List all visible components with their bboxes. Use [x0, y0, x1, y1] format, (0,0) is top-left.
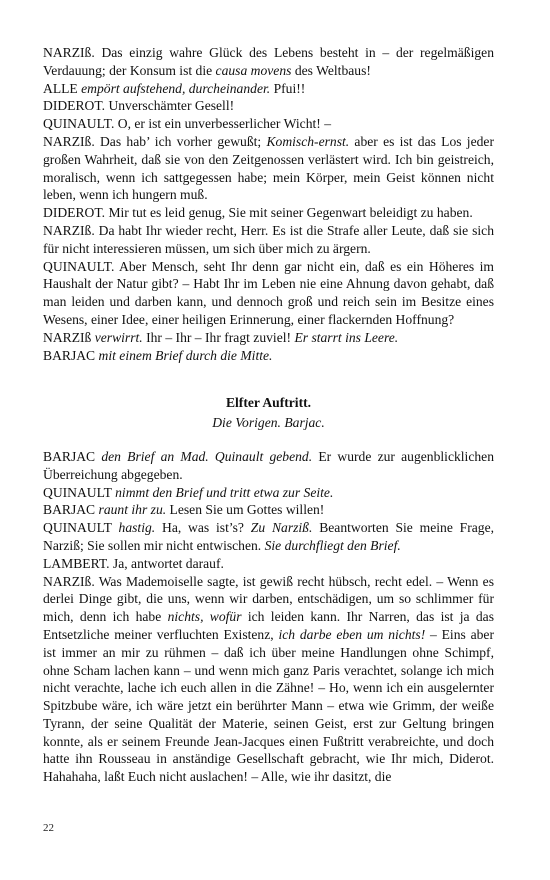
paragraph-text: NARZIß. Was Mademoiselle sagte, ist gewiß recht hübsch, recht edel. – Wenn es derlei Dinge gibt, die uns, wenn wir darben, entschädigen, um so schlimmer für mich, denn ich habe	[43, 573, 494, 625]
dialogue-paragraph	[43, 204, 494, 222]
stage-direction: causa movens	[215, 62, 292, 78]
dialogue-paragraph	[43, 484, 494, 502]
paragraph-text: Ha, was ist’s?	[155, 520, 251, 536]
paragraph-text: QUINAULT	[43, 520, 119, 536]
page-number: 22	[43, 822, 54, 834]
paragraph-text: QUINAULT. Aber Mensch, seht Ihr denn gar nicht ein, daß es ein Höheres im Haushalt der Natur gibt? – Habt Ihr im Leben nie eine Ahnung davon gehabt, daß man leiden und darben kann, und dennoch groß und reich sein im Besitze eines Wesens, einer Idee, einer heiligen Erinnerung, einer flackernden Hoffnung?	[43, 258, 494, 327]
dialogue-paragraph	[43, 80, 494, 98]
dialogue-paragraph	[43, 222, 494, 258]
stage-direction: hastig.	[118, 520, 156, 536]
paragraph-text: ich leiden kann. Ihr Narren, das ist ja das Entsetzliche meiner verfluchten Existenz,	[43, 609, 495, 642]
scene-heading	[43, 394, 494, 412]
paragraph-text: BARJAC	[43, 502, 99, 518]
dialogue-paragraph	[43, 115, 494, 133]
stage-direction: Die Vorigen. Barjac.	[212, 415, 325, 431]
paragraph-text: – Eins aber ist immer an mir zu rühmen – daß ich über meine Handlungen ohne Schimpf, ohne Scham lachen kann – und wenn mich ganz Paris verachtet, solange ich mich nicht verachte, lache ich euch allen in die Zähne! – Ho, wenn ich ein ausgelernter Spitzbube wäre, ich wäre jetzt ein berührter Mann – etwa wie Grimm, der weiße Tyrann, der seine Qualität der Materie, seinen Geist, erst zur Geltung bringen konnte, als er seinem Freunde Jean-Jacques einen Fußtritt verabreichte, und doch hatte ihn Rousseau in anständige Gesellschaft gebracht, wie Ihr mich, Diderot. Hahahaha, laßt Euch nicht auslachen! – Alle, wie ihr dasitzt, die	[43, 626, 494, 785]
paragraph-text: Lesen Sie um Gottes willen!	[166, 502, 325, 518]
paragraph-text: ALLE	[43, 80, 82, 96]
stage-direction: Komisch-ernst.	[266, 133, 350, 149]
dialogue-paragraph	[43, 97, 494, 115]
paragraph-text: Er wurde zur augenblicklichen Überreichung abgegeben.	[43, 448, 494, 482]
paragraph-text: DIDEROT. Unverschämter Gesell!	[43, 98, 235, 114]
paragraph-text: NARZIß. Das einzig wahre Glück des Lebens besteht in – der regelmäßigen Verdauung; der Konsum ist die	[43, 45, 494, 78]
paragraph-text: BARJAC	[43, 448, 102, 464]
dialogue-paragraph	[43, 555, 494, 573]
stage-direction: Sie durchfliegt den Brief.	[264, 537, 401, 553]
stage-direction: den Brief an Mad. Quinault gebend.	[101, 448, 313, 464]
stage-direction: Er starrt ins Leere.	[294, 329, 399, 345]
dialogue-paragraph	[43, 519, 494, 555]
paragraph-text: Ihr – Ihr – Ihr fragt zuviel!	[142, 329, 295, 345]
stage-direction: nichts, wofür	[167, 609, 242, 625]
paragraph-text: Pfui!!	[270, 80, 306, 96]
paragraph-text: aber es ist das Los jeder großen Wahrheit, daß sie von den Zeitgenossen verlästert wird. Ich bin geistreich, moralisch, wenn ich sattgegessen habe; mein Körper, mein Geist können nicht leben, wenn ich hungern muß.	[43, 133, 494, 203]
stage-direction: mit einem Brief durch die Mitte.	[98, 347, 273, 363]
dialogue-paragraph	[43, 258, 494, 329]
dialogue-paragraph	[43, 501, 494, 519]
dialogue-paragraph	[43, 573, 494, 787]
stage-direction: Zu Narziß.	[250, 520, 313, 536]
scene-cast	[43, 414, 494, 432]
dialogue-paragraph	[43, 329, 494, 347]
paragraph-text: des Weltbaus!	[291, 62, 371, 78]
paragraph-text: NARZIß. Da habt Ihr wieder recht, Herr. Es ist die Strafe aller Leute, daß sie sich für nicht interessieren müssen, um sich über mich zu ärgern.	[43, 222, 494, 256]
paragraph-text: QUINAULT	[43, 484, 116, 500]
paragraph-text: LAMBERT. Ja, antwortet darauf.	[43, 555, 224, 571]
paragraph-text: NARZIß	[43, 329, 95, 345]
paragraph-text: BARJAC	[43, 347, 99, 363]
stage-direction: nimmt den Brief und tritt etwa zur Seite.	[115, 484, 334, 500]
dialogue-paragraph	[43, 347, 494, 365]
paragraph-text: DIDEROT. Mir tut es leid genug, Sie mit seiner Gegenwart beleidigt zu haben.	[43, 205, 473, 221]
dialogue-paragraph	[43, 448, 494, 484]
stage-direction: raunt ihr zu.	[98, 502, 167, 518]
paragraph-text: NARZIß. Das hab’ ich vorher gewußt;	[43, 133, 267, 149]
stage-direction: verwirrt.	[94, 329, 143, 345]
page-text	[43, 44, 494, 786]
stage-direction: empört aufstehend, durcheinander.	[81, 80, 271, 96]
stage-direction: ich darbe eben um nichts!	[278, 626, 426, 642]
paragraph-text: Elfter Auftritt.	[225, 395, 312, 411]
dialogue-paragraph	[43, 133, 494, 204]
paragraph-text: QUINAULT. O, er ist ein unverbesserlicher Wicht! –	[43, 116, 331, 132]
dialogue-paragraph	[43, 44, 494, 80]
paragraph-text: Beantworten Sie meine Frage, Narziß; Sie sollen mir nicht entwischen.	[43, 520, 495, 553]
